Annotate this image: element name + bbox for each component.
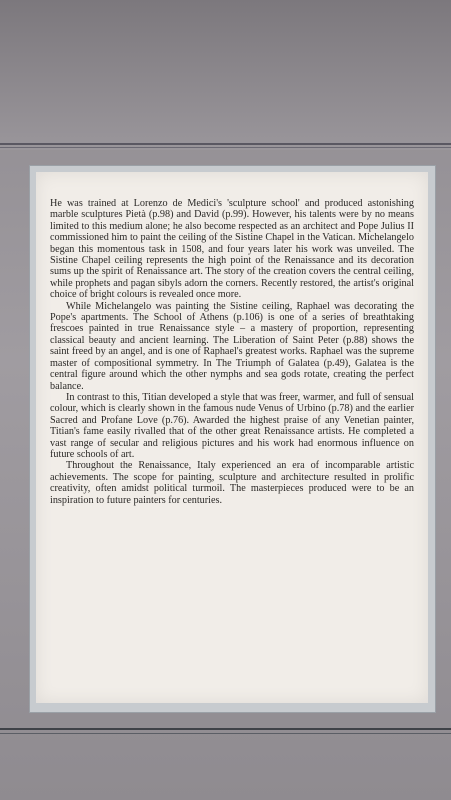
bottom-divider [0, 728, 451, 730]
paragraph-4: Throughout the Renaissance, Italy experienced an era of incomparable artistic achievements. The scope for painting, sculpture and architecture resulted in prolific creativity, often amidst political turmoil. The masterpieces produced were to be an inspiration to future painters for centuries. [50, 460, 414, 506]
paragraph-3: In contrast to this, Titian developed a style that was freer, warmer, and full of sensual colour, which is clearly shown in the famous nude Venus of Urbino (p.78) and the earlier Sacred and Profane Love (p.76). Awarded the highest praise of any Venetian painter, Titian's fame easily rivalled that of the other great Renaissance artists. He completed a vast range of secular and religious pictures and his work had enormous influence on future schools of art. [50, 391, 414, 460]
body-text [50, 198, 414, 506]
paragraph-2: While Michelangelo was painting the Sistine ceiling, Raphael was decorating the Pope's apartments. The School of Athens (p.106) is one of a series of breathtaking frescoes painted in true Renaissance style – a mastery of proportion, representing classical beauty and ancient learning. The Liberation of Saint Peter (p.88) shows the saint freed by an angel, and is one of Raphael's greatest works. Raphael was the supreme master of compositional symmetry. In The Triumph of Galatea (p.49), Galatea is the central figure around which the other nymphs and sea gods rotate, creating the perfect balance. [50, 300, 414, 392]
bottom-divider-secondary [0, 733, 451, 734]
book-page [36, 172, 428, 703]
background-wall [0, 0, 451, 150]
top-divider [0, 143, 451, 145]
paragraph-1: He was trained at Lorenzo de Medici's 'sculpture school' and produced astonishing marble sculptures Pietà (p.98) and David (p.99). However, his talents were by no means limited to this medium alone; he also become respected as an architect and Pope Julius II commissioned him to paint the ceiling of the Sistine Chapel in the Vatican. Michelangelo began this momentous task in 1508, and four years later his work was unveiled. The Sistine Chapel ceiling represents the high point of the Renaissance and its decoration sums up the spirit of Renaissance art. The story of the creation covers the central ceiling, while prophets and pagan sibyls adorn the corners. Recently restored, the artist's original choice of bright colours is revealed once more. [50, 198, 414, 301]
top-divider-secondary [0, 147, 451, 148]
